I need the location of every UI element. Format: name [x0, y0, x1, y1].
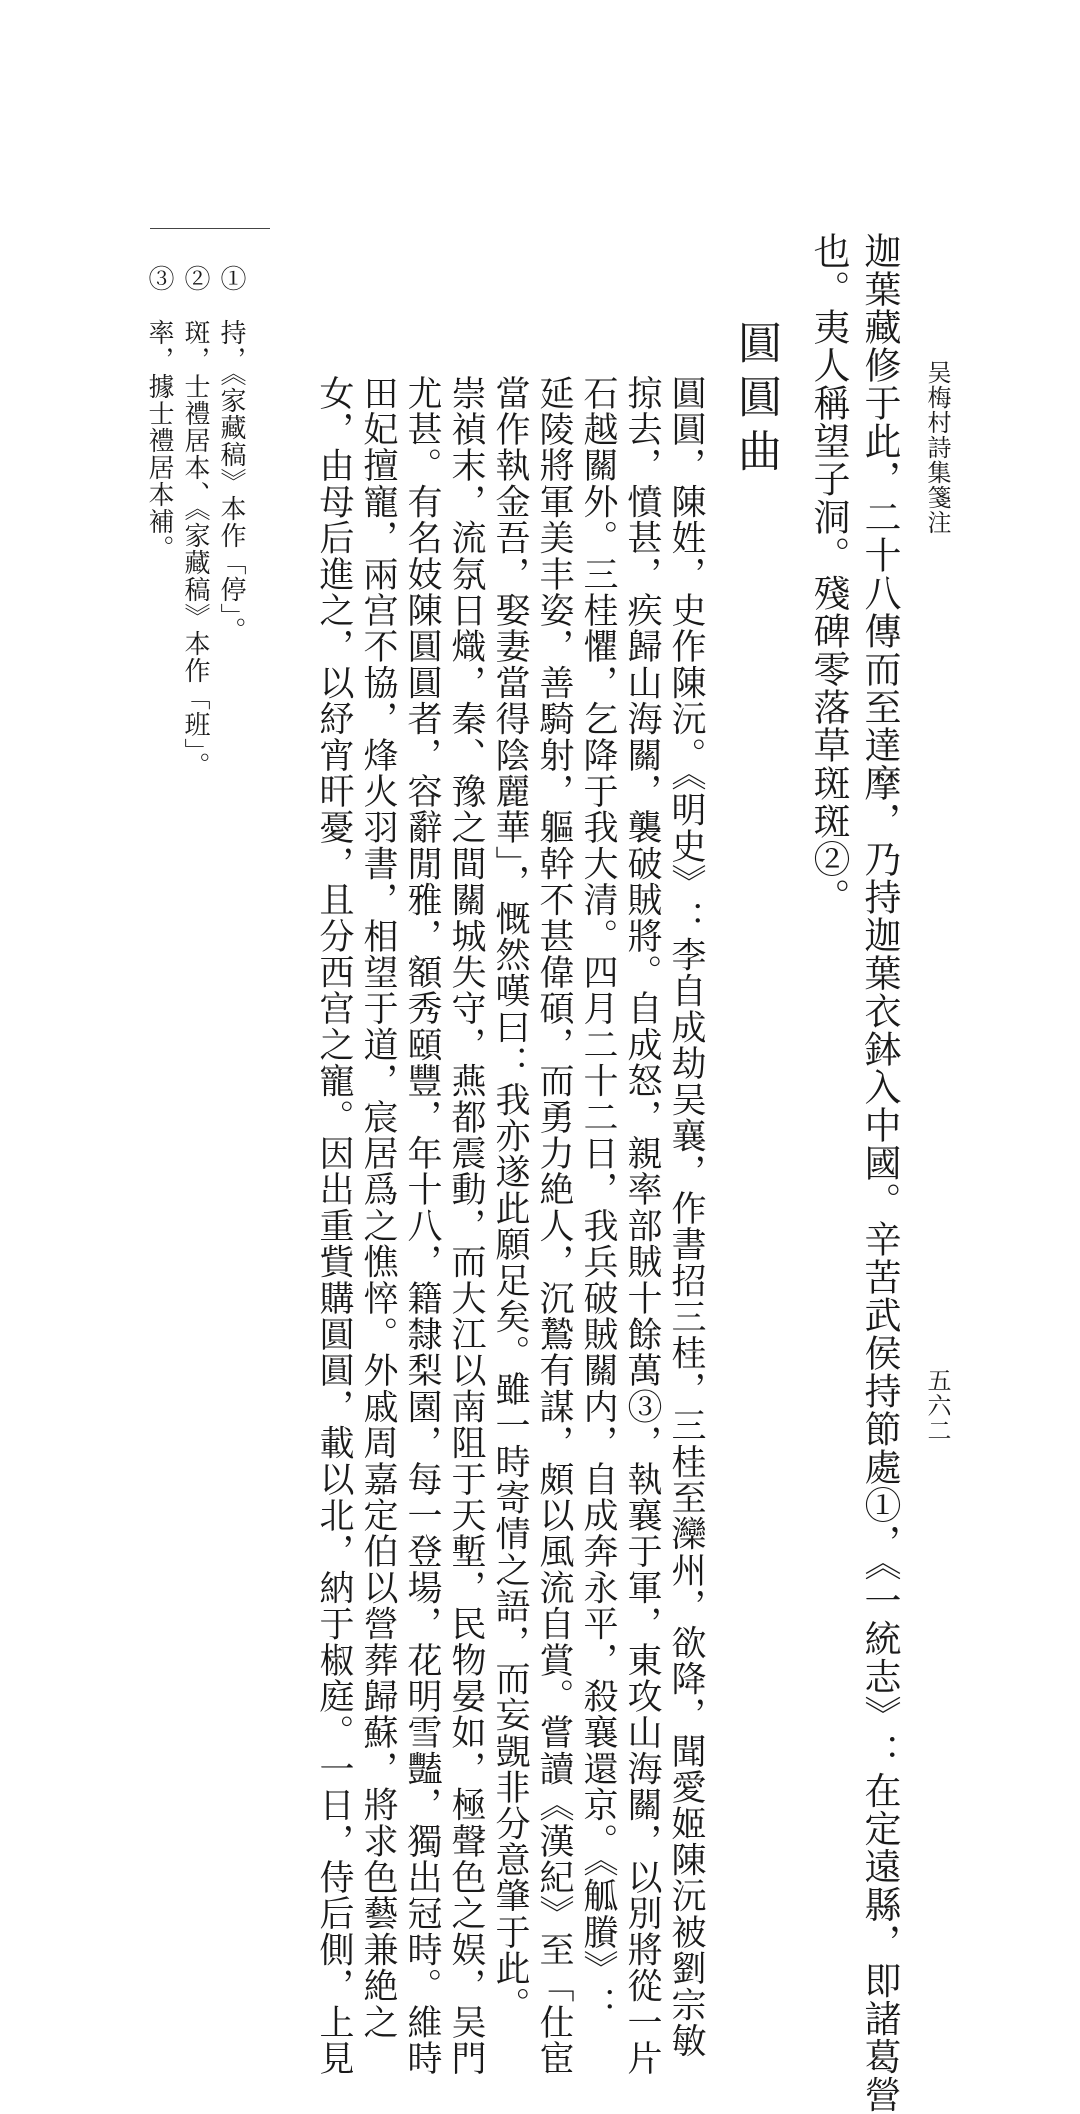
footnote: ③ 率，據士禮居本補。: [144, 265, 174, 562]
body-text-column: 崇禎末，流氛日熾，秦、豫之間關城失守，燕都震動，而大江以南阻于天塹，民物晏如，極聲色之娱，吴門: [446, 375, 486, 2077]
body-text-column: 尤甚。有名妓陳圓圓者，容辭閒雅，額秀頤豐，年十八，籍隸梨園，每一登場，花明雪豔，獨出冠時。維時: [402, 375, 442, 2077]
book-title-header: 吴梅村詩集箋注: [923, 360, 951, 535]
main-text-column: 也。夷人稱望子洞。殘碑零落草斑斑②。: [807, 232, 850, 916]
body-text-column: 掠去，憤甚，疾歸山海關，襲破賊將。自成怒，親率部賊十餘萬③，執襄于軍，東攻山海關，以別將從一片: [622, 375, 662, 2077]
body-text-column: 石越關外。三桂懼，乞降于我大清。四月二十二日，我兵破賊關内，自成奔永平，殺襄還京。《觚賸》：: [578, 375, 618, 2023]
body-text-column: 延陵將軍美丰姿，善騎射，軀幹不甚偉碩，而勇力絶人，沉鷙有謀，頗以風流自賞。嘗讀《漢紀》至「仕宦: [534, 375, 574, 2077]
body-text-column: 圓圓，陳姓，史作陳沅。《明史》：李自成劫吴襄，作書招三桂，三桂至灤州，欲降，聞愛姬陳沅被劉宗敏: [666, 375, 706, 2059]
body-text-column: 當作執金吾，娶妻當得陰麗華」，慨然嘆曰：我亦遂此願足矣。雖一時寄情之語，而妄覬非分意肇于此。: [490, 375, 530, 2023]
page-number: 五六二: [923, 1368, 951, 1443]
footnote: ② 斑，士禮居本、《家藏稿》本作「班」。: [180, 265, 210, 779]
body-text-column: 田妃擅寵，兩宫不協，烽火羽書，相望于道，宸居爲之憔悴。外戚周嘉定伯以營葬歸蘇，將求色藝兼絶之: [358, 375, 398, 2041]
main-text-column: 迦葉藏修于此，二十八傳而至達摩，乃持迦葉衣鉢入中國。辛苦武侯持節處①，《一統志》：在定遠縣，即諸葛營: [858, 232, 901, 2114]
footnote-divider: [150, 228, 270, 229]
section-title: 圓圓曲: [730, 320, 781, 482]
body-text-column: 女，由母后進之，以紓宵旰憂，且分西宫之寵。因出重貲購圓圓，載以北，納于椒庭。一日，侍后側，上見: [314, 375, 354, 2077]
footnote: ① 持，《家藏稿》本作「停」。: [216, 265, 246, 644]
